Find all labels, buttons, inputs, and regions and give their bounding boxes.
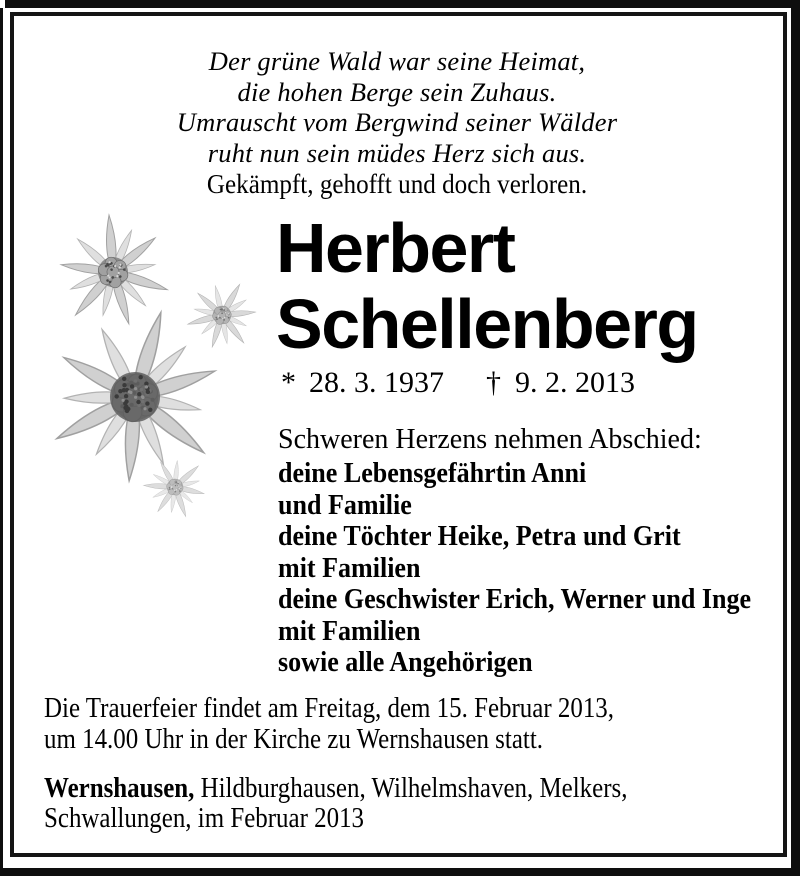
poem-line: Umrauscht vom Bergwind seiner Wälder: [176, 107, 618, 137]
mourner-line: deine Töchter Heike, Petra und Grit: [278, 521, 681, 552]
mourner-line: sowie alle Angehörigen: [278, 647, 533, 678]
poem-line: Der grüne Wald war seine Heimat,: [208, 46, 586, 76]
epigraph-line: Gekämpft, gehofft und doch verloren.: [206, 169, 588, 199]
poem-line: ruht nun sein müdes Herz sich aus.: [207, 137, 587, 168]
other-places: Hildburghausen, Wilhelmshaven, Melkers,: [194, 772, 628, 804]
mourners-list: [278, 458, 751, 679]
places-line-2: Schwallungen, im Februar 2013: [44, 802, 365, 834]
mourner-line: deine Geschwister Erich, Werner und Inge: [278, 584, 752, 615]
places-line: [44, 773, 627, 803]
life-dates: [281, 366, 635, 400]
death-cross-symbol: †: [486, 366, 501, 399]
mourner-line: und Familie: [278, 489, 412, 521]
death-date: 9. 2. 2013: [515, 366, 635, 399]
outer-frame-left: [0, 8, 3, 876]
birth-star-symbol: *: [281, 366, 296, 399]
place-of-origin: Wernshausen,: [44, 772, 195, 804]
birth-date: 28. 3. 1937: [309, 366, 444, 399]
mourning-intro: Schweren Herzens nehmen Abschied:: [278, 424, 702, 455]
mourner-line: mit Familien: [278, 552, 421, 584]
deceased-last-name: Schellenberg: [276, 285, 698, 363]
memorial-poem: [20, 46, 774, 168]
outer-frame-top: [5, 0, 800, 8]
funeral-info: [44, 693, 614, 755]
places-and-date: [44, 773, 627, 833]
poem-line: die hohen Berge sein Zuhaus.: [237, 76, 557, 107]
mourner-line: mit Familien: [278, 615, 421, 647]
edelweiss-flower-image: [35, 200, 270, 530]
outer-frame-bottom: [0, 868, 800, 876]
funeral-line: Die Trauerfeier findet am Freitag, dem 15. Februar 2013,: [44, 692, 615, 724]
mourner-line: deine Lebensgefährtin Anni: [278, 458, 587, 489]
funeral-line: um 14.00 Uhr in der Kirche zu Wernshausen statt.: [44, 723, 543, 755]
deceased-name: [276, 210, 698, 362]
outer-frame-right: [791, 0, 800, 876]
deceased-first-name: Herbert: [276, 209, 515, 287]
